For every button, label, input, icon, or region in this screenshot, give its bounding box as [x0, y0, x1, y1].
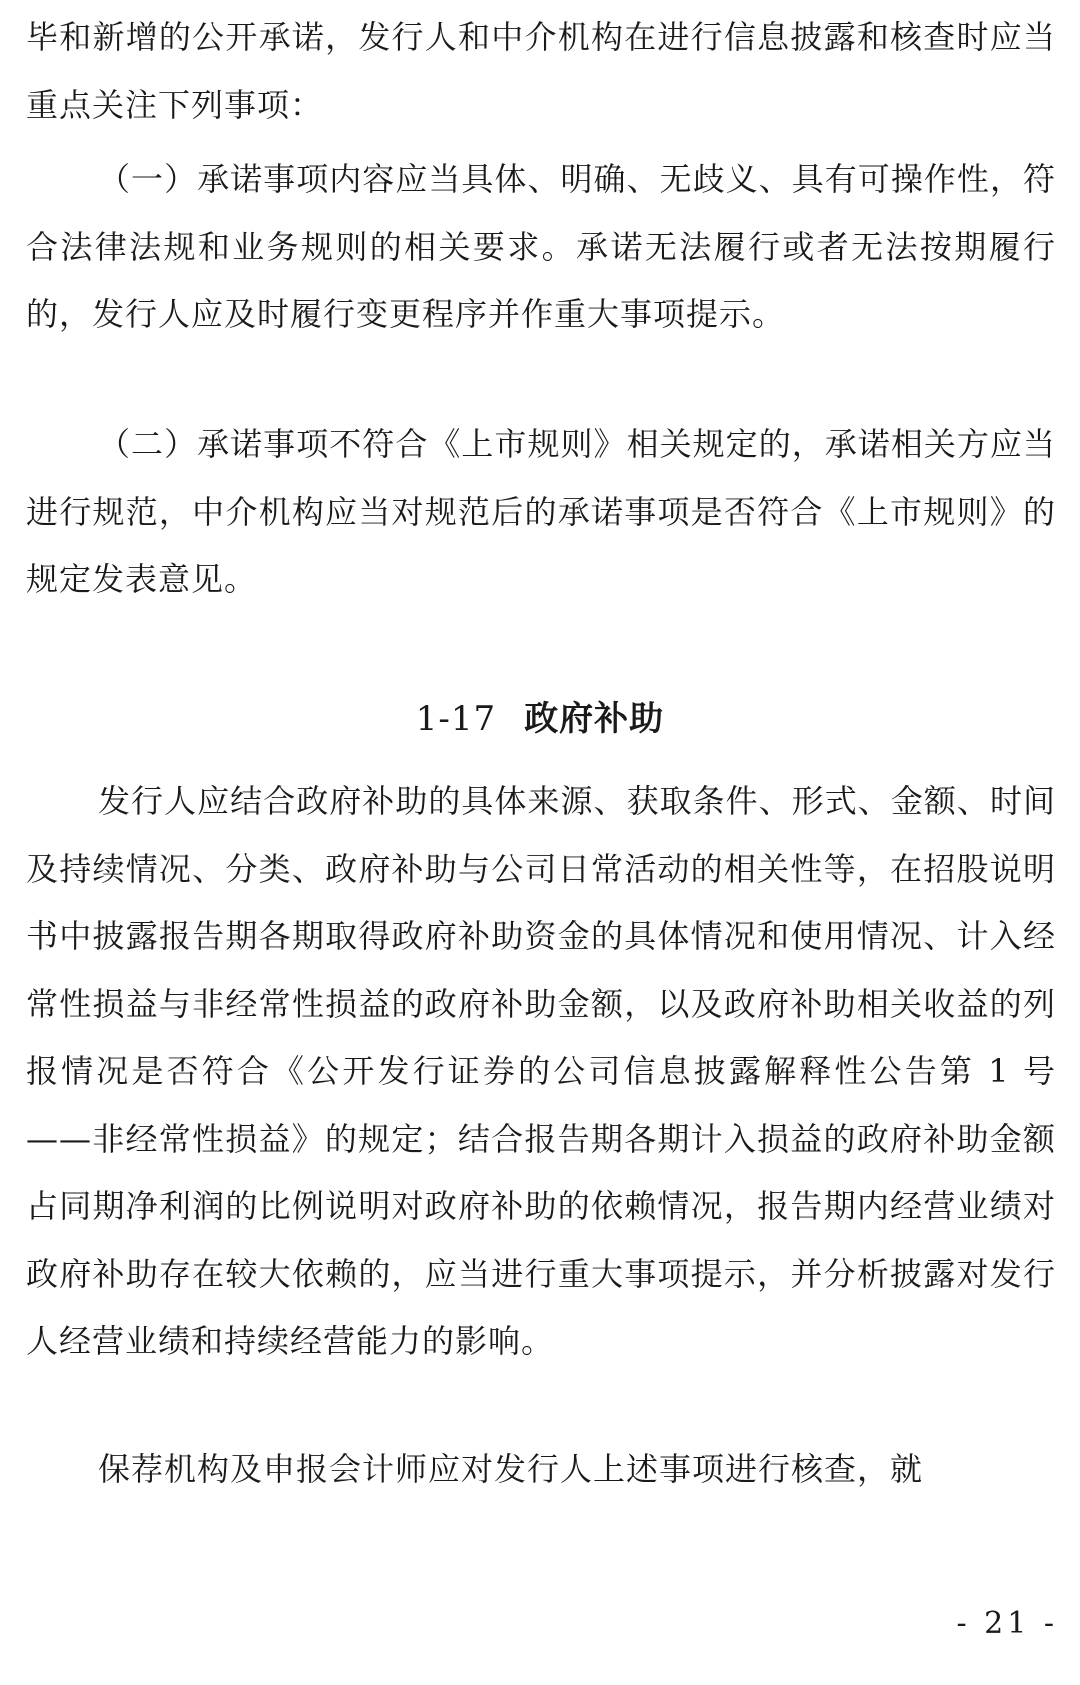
section-paragraph-1: 发行人应结合政府补助的具体来源、获取条件、形式、金额、时间及持续情况、分类、政府补助与公司日常活动的相关性等，在招股说明书中披露报告期各期取得政府补助资金的具体情况和使用情况、计入经常性损益与非经常性损益的政府补助金额，以及政府补助相关收益的列报情况是否符合《公开发行证券的公司信息披露解释性公告第 1 号——非经常性损益》的规定；结合报告期各期计入损益的政府补助金额占同期净利润的比例说明对政府补助的依赖情况，报告期内经营业绩对政府补助存在较大依赖的，应当进行重大事项提示，并分析披露对发行人经营业绩和持续经营能力的影响。: [26, 782, 1056, 1360]
page-number: - 21 -: [956, 1606, 1058, 1641]
item-2-paragraph: （二）承诺事项不符合《上市规则》相关规定的，承诺相关方应当进行规范，中介机构应当对规范后的承诺事项是否符合《上市规则》的规定发表意见。: [26, 425, 1056, 598]
intro-paragraph: 毕和新增的公开承诺，发行人和中介机构在进行信息披露和核查时应当重点关注下列事项：: [26, 18, 1056, 124]
section-paragraph-2: 保荐机构及申报会计师应对发行人上述事项进行核查，就: [98, 1450, 924, 1488]
item-1-paragraph: （一）承诺事项内容应当具体、明确、无歧义、具有可操作性，符合法律法规和业务规则的相关要求。承诺无法履行或者无法按期履行的，发行人应及时履行变更程序并作重大事项提示。: [26, 160, 1056, 333]
section-number: 1-17: [415, 699, 497, 739]
section-title: 政府补助: [524, 699, 665, 739]
section-heading: [0, 694, 1080, 744]
